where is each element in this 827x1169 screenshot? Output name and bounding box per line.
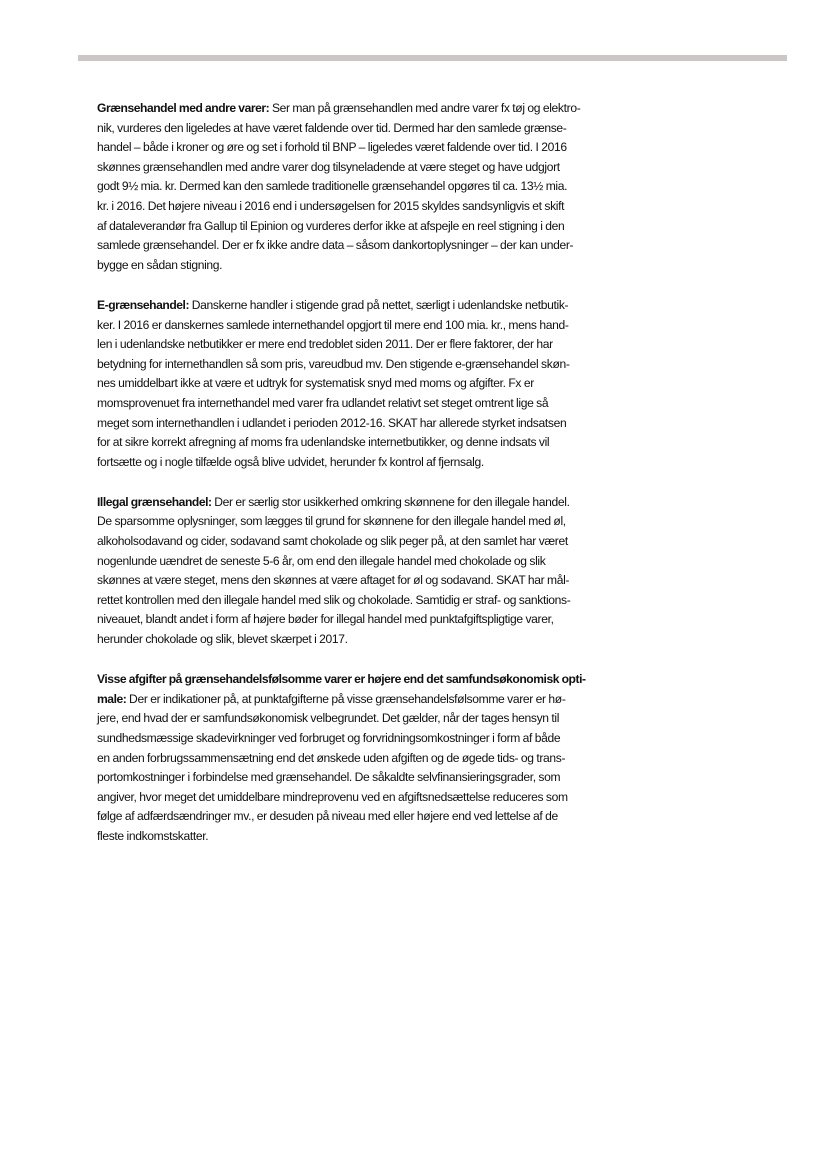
paragraph-text: Danskerne handler i stigende grad på nettet, særligt i udenlandske netbutik- bbox=[189, 297, 569, 312]
header-rule bbox=[78, 55, 787, 61]
text-line bbox=[97, 690, 611, 710]
text-line bbox=[97, 532, 611, 552]
text-line bbox=[97, 493, 611, 513]
paragraph-text: momsprovenuet fra internethandel med varer fra udlandet relativt set steget omtrent lige så bbox=[97, 395, 549, 410]
text-line bbox=[97, 177, 611, 197]
paragraph-text: niveauet, blandt andet i form af højere bøder for illegal handel med punktafgiftspligtige varer, bbox=[97, 612, 554, 627]
paragraph-text: meget som internethandlen i udlandet i perioden 2012-16. SKAT har allerede styrket indsatsen bbox=[97, 415, 567, 430]
paragraph-text: nes umiddelbart ikke at være et udtryk for systematisk snyd med moms og afgifter. Fx er bbox=[97, 376, 534, 391]
text-line bbox=[97, 453, 611, 473]
paragraph-text: angiver, hvor meget det umiddelbare mindreprovenu ved en afgiftsnedsættelse reduceres som bbox=[97, 789, 568, 804]
paragraph-text: rettet kontrollen med den illegale handel med slik og chokolade. Samtidig er straf- og sanktions- bbox=[97, 592, 571, 607]
paragraph-text: Der er særlig stor usikkerhed omkring skønnene for den illegale handel. bbox=[211, 494, 570, 509]
paragraph-visse-afgifter bbox=[97, 670, 611, 846]
paragraph-text: skønnes at være steget, mens den skønnes at være aftaget for øl og sodavand. SKAT har mål- bbox=[97, 573, 570, 588]
text-line bbox=[97, 749, 611, 769]
paragraph-text: betydning for internethandlen så som pris, vareudbud mv. Den stigende e-grænsehandel skøn- bbox=[97, 356, 570, 371]
text-line bbox=[97, 630, 611, 650]
text-line bbox=[97, 99, 611, 119]
text-line bbox=[97, 138, 611, 158]
paragraph-lead-heading: E-grænsehandel: bbox=[97, 297, 190, 312]
text-line bbox=[97, 355, 611, 375]
text-line bbox=[97, 768, 611, 788]
paragraph-text: handel – både i kroner og øre og set i forhold til BNP – ligeledes været faldende over tid. I 2016 bbox=[97, 140, 567, 155]
text-line bbox=[97, 414, 611, 434]
paragraph-graensehandel-andre-varer bbox=[97, 99, 611, 275]
paragraph-text: bygge en sådan stigning. bbox=[97, 257, 223, 272]
text-line bbox=[97, 335, 611, 355]
text-line bbox=[97, 236, 611, 256]
paragraph-text: Der er indikationer på, at punktafgifterne på visse grænsehandelsfølsomme varer er hø- bbox=[126, 691, 566, 706]
text-line bbox=[97, 552, 611, 572]
document-body bbox=[97, 99, 611, 867]
text-line bbox=[97, 316, 611, 336]
text-line bbox=[97, 807, 611, 827]
text-line bbox=[97, 433, 611, 453]
text-line bbox=[97, 158, 611, 178]
paragraph-text: jere, end hvad der er samfundsøkonomisk velbegrundet. Det gælder, når der tages hensyn til bbox=[97, 711, 560, 726]
paragraph-text: for at sikre korrekt afregning af moms fra udenlandske internetbutikker, og denne indsats vil bbox=[97, 435, 550, 450]
text-line bbox=[97, 217, 611, 237]
paragraph-text: skønnes grænsehandlen med andre varer dog tilsyneladende at være steget og have udgjort bbox=[97, 159, 560, 174]
text-line bbox=[97, 729, 611, 749]
paragraph-illegal-graensehandel bbox=[97, 493, 611, 650]
text-line bbox=[97, 670, 611, 690]
text-line bbox=[97, 610, 611, 630]
paragraph-text: alkoholsodavand og cider, sodavand samt chokolade og slik peger på, at den samlet har været bbox=[97, 534, 568, 549]
text-line bbox=[97, 512, 611, 532]
text-line bbox=[97, 296, 611, 316]
text-line bbox=[97, 256, 611, 276]
paragraph-lead-heading: Grænsehandel med andre varer: bbox=[97, 101, 270, 115]
paragraph-e-graensehandel bbox=[97, 296, 611, 472]
paragraph-text: følge af adfærdsændringer mv., er desuden på niveau med eller højere end ved lettelse af de bbox=[97, 809, 558, 824]
paragraph-text: fleste indkomstskatter. bbox=[97, 828, 209, 843]
paragraph-text: portomkostninger i forbindelse med grænsehandel. De såkaldte selvfinansieringsgrader, som bbox=[97, 770, 561, 785]
paragraph-text: nogenlunde uændret de seneste 5-6 år, om end den illegale handel med chokolade og slik bbox=[97, 553, 546, 568]
paragraph-lead-heading: male: bbox=[97, 691, 127, 706]
paragraph-text: kr. i 2016. Det højere niveau i 2016 end i undersøgelsen for 2015 skyldes sandsynligvis et skift bbox=[97, 198, 565, 213]
text-line bbox=[97, 571, 611, 591]
paragraph-lead-heading: Visse afgifter på grænsehandelsfølsomme varer er højere end det samfundsøkonomisk opti- bbox=[97, 672, 586, 687]
text-line bbox=[97, 827, 611, 847]
text-line bbox=[97, 709, 611, 729]
text-line bbox=[97, 394, 611, 414]
paragraph-text: nik, vurderes den ligeledes at have været faldende over tid. Dermed har den samlede grænse- bbox=[97, 120, 567, 135]
paragraph-text: af dataleverandør fra Gallup til Epinion og vurderes derfor ikke at afspejle en reel stigning i den bbox=[97, 218, 565, 233]
paragraph-text: sundhedsmæssige skadevirkninger ved forbruget og forvridningsomkostninger i form af både bbox=[97, 731, 561, 745]
text-line bbox=[97, 197, 611, 217]
paragraph-text: Ser man på grænsehandlen med andre varer fx tøj og elektro- bbox=[269, 101, 581, 115]
paragraph-text: godt 9½ mia. kr. Dermed kan den samlede traditionelle grænsehandel opgøres til ca. 13½ mia. bbox=[97, 179, 568, 194]
paragraph-text: fortsætte og i nogle tilfælde også blive udvidet, herunder fx kontrol af fjernsalg. bbox=[97, 454, 484, 469]
paragraph-lead-heading: Illegal grænsehandel: bbox=[97, 494, 212, 509]
text-line bbox=[97, 788, 611, 808]
paragraph-text: en anden forbrugssammensætning end det ønskede uden afgiften og de øgede tids- og trans- bbox=[97, 750, 566, 765]
paragraph-text: herunder chokolade og slik, blevet skærpet i 2017. bbox=[97, 632, 348, 647]
paragraph-text: samlede grænsehandel. Der er fx ikke andre data – såsom dankortoplysninger – der kan under- bbox=[97, 238, 574, 253]
text-line bbox=[97, 591, 611, 611]
text-line bbox=[97, 119, 611, 139]
paragraph-text: len i udenlandske netbutikker er mere end tredoblet siden 2011. Der er flere faktorer, der har bbox=[97, 337, 553, 352]
paragraph-text: De sparsomme oplysninger, som lægges til grund for skønnene for den illegale handel med øl, bbox=[97, 514, 566, 529]
paragraph-text: ker. I 2016 er danskernes samlede internethandel opgjort til mere end 100 mia. kr., mens hand- bbox=[97, 317, 569, 332]
text-line bbox=[97, 374, 611, 394]
